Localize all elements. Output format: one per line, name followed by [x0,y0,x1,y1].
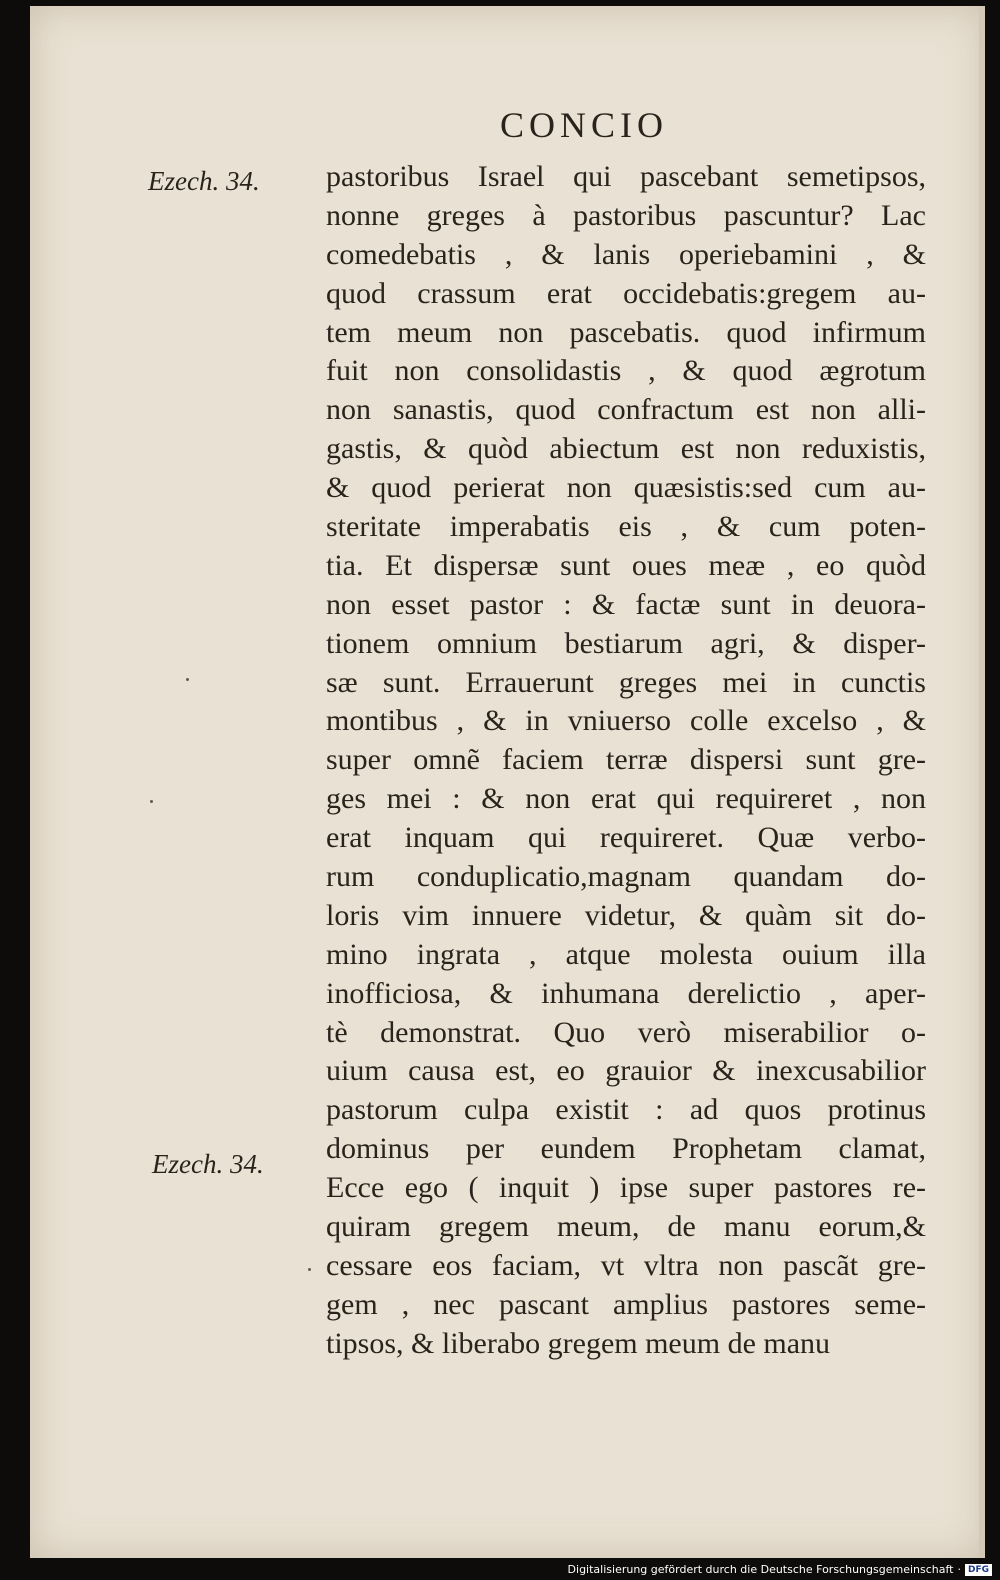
text-line: tè demonstrat. Quo verò miserabilior o- [326,1015,926,1049]
marginal-note: Ezech. 34. [148,166,260,196]
text-line: tia. Et dispersæ sunt oues meæ , eo quòd [326,548,926,582]
digitization-credit: Digitalisierung gefördert durch die Deutsche Forschungsgemeinschaft · DFG [568,1563,992,1576]
text-line: uium causa est, eo grauior & inexcusabilior [326,1054,926,1088]
text-line: pastoribus Israel qui pascebant semetipsos, [326,160,926,193]
text-line: & quod perierat non quæsistis:sed cum au- [326,471,926,505]
text-line: quod crassum erat occidebatis:gregem au- [326,276,926,310]
text-line: super omnẽ faciem terræ dispersi sunt gre- [326,743,926,777]
text-line: fuit non consolidastis , & quod ægrotum [326,354,926,388]
text-line: gastis, & quòd abiectum est non reduxistis, [326,432,926,466]
paper-fleck [186,678,189,681]
body-text [326,158,926,1364]
text-line: inofficiosa, & inhumana derelictio , aper- [326,976,926,1010]
text-line: tem meum non pascebatis. quod infirmum [326,315,926,349]
text-line: gem , nec pascant amplius pastores seme- [326,1287,926,1321]
text-line: dominus per eundem Prophetam clamat, [326,1132,926,1166]
text-line: non sanastis, quod confractum est non alli- [326,393,926,427]
text-line: mino ingrata , atque molesta ouium illa [326,937,926,971]
paper-fleck [308,1268,311,1271]
paper-fleck [150,800,153,803]
page-heading: CONCIO [500,105,669,145]
text-line: tipsos, & liberabo gregem meum de manu [326,1326,831,1360]
text-line: quiram gregem meum, de manu eorum,& [326,1210,926,1244]
text-line: pastorum culpa existit : ad quos protinus [326,1093,926,1127]
text-line: ges mei : & non erat qui requireret , non [326,782,926,816]
text-line: nonne greges à pastoribus pascuntur? Lac [326,198,926,232]
text-line: loris vim innuere videtur, & quàm sit do- [326,898,926,932]
credit-text: Digitalisierung gefördert durch die Deutsche Forschungsgemeinschaft [567,1563,954,1576]
text-line: tionem omnium bestiarum agri, & disper- [326,626,926,660]
text-line: sæ sunt. Errauerunt greges mei in cunctis [326,665,926,699]
text-line: non esset pastor : & factæ sunt in deuora- [326,587,926,621]
text-line: cessare eos faciam, vt vltra non pascãt gre- [326,1248,926,1282]
text-line: erat inquam qui requireret. Quæ verbo- [326,821,926,855]
marginal-note: Ezech. 34. [152,1149,264,1179]
text-line: steritate imperabatis eis , & cum poten- [326,510,926,544]
text-line: rum conduplicatio,magnam quandam do- [326,860,926,894]
book-page [30,6,985,1558]
page-edge [979,6,985,1558]
dfg-logo: DFG [965,1564,992,1576]
text-line: comedebatis , & lanis operiebamini , & [326,237,926,271]
text-line: Ecce ego ( inquit ) ipse super pastores re- [326,1171,926,1205]
text-line: montibus , & in vniuerso colle excelso , & [326,704,926,738]
